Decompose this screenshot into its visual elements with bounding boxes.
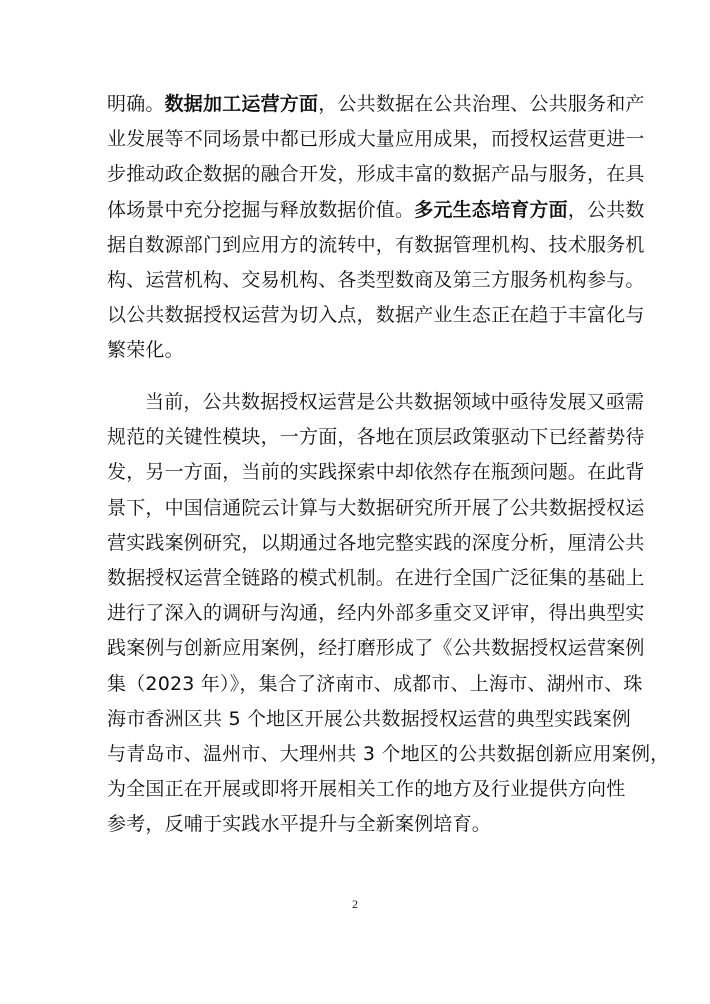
paragraph-line (107, 157, 645, 192)
paragraph-line (107, 702, 631, 737)
paragraph-line (107, 228, 645, 263)
paragraph-line (107, 772, 626, 807)
text-run: 与青岛市、温州市、大理州共 3 个地区的公共数据创新应用案例， (107, 742, 670, 765)
page-number: 2 (352, 897, 358, 911)
text-run: 体场景中充分挖掘与释放数据价值。 (107, 198, 415, 221)
paragraph-line (107, 596, 645, 631)
bold-heading-ecosystem: 多元生态培育方面 (414, 198, 568, 221)
text-run: 规范的关键性模块，一方面，各地在顶层政策驱动下已经蓄势待 (107, 426, 645, 449)
text-run: 以公共数据授权运营为切入点，数据产业生态正在趋于丰富化与 (107, 304, 645, 327)
text-run: 构、运营机构、交易机构、各类型数商及第三方服务机构参与。 (107, 268, 645, 291)
text-run: 集（2023 年）》，集合了济南市、成都市、上海市、湖州市、珠 (107, 672, 643, 695)
paragraph-line (107, 193, 645, 228)
paragraph-line (107, 87, 645, 122)
paragraph-line (107, 526, 645, 561)
paragraph-line (107, 667, 643, 702)
paragraph-line (107, 122, 645, 157)
text-run: 数据授权运营全链路的模式机制。在进行全国广泛征集的基础上 (107, 566, 645, 589)
paragraph-line (107, 491, 645, 526)
paragraph-line (107, 631, 645, 666)
paragraph-line (107, 333, 607, 368)
paragraph-line (107, 385, 645, 420)
paragraph-line (107, 420, 645, 455)
paragraph-line (107, 455, 645, 490)
text-run: 据自数源部门到应用方的流转中，有数据管理机构、技术服务机 (107, 233, 645, 256)
paragraph-line (107, 737, 670, 772)
paragraph-current-status (107, 385, 670, 842)
text-run: 进行了深入的调研与沟通，经内外部多重交叉评审，得出典型实 (107, 602, 645, 625)
text-run: 为全国正在开展或即将开展相关工作的地方及行业提供方向性 (107, 778, 626, 801)
text-run: 营实践案例研究，以期通过各地完整实践的深度分析，厘清公共 (107, 531, 645, 554)
text-run: 参考，反哺于实践水平提升与全新案例培育。 (107, 813, 492, 836)
text-run: ，公共数 (567, 198, 645, 221)
text-run: 业发展等不同场景中都已形成大量应用成果，而授权运营更进一 (107, 128, 645, 151)
text-run: 践案例与创新应用案例，经打磨形成了《公共数据授权运营案例 (107, 637, 645, 660)
text-run: 步推动政企数据的融合开发，形成丰富的数据产品与服务，在具 (107, 163, 645, 186)
text-run: 明确。 (107, 93, 165, 115)
paragraph-data-operations-and-ecosystem (107, 87, 645, 369)
text-run: ，公共数据在公共治理、公共服务和产 (318, 93, 645, 115)
bold-heading-data-processing: 数据加工运营方面 (164, 93, 319, 115)
paragraph-line (107, 263, 645, 298)
text-run: 当前，公共数据授权运营是公共数据领域中亟待发展又亟需 (145, 391, 645, 413)
paragraph-line (107, 298, 645, 333)
text-run: 繁荣化。 (107, 339, 184, 362)
text-run: 发，另一方面，当前的实践探索中却依然存在瓶颈问题。在此背 (107, 461, 645, 484)
paragraph-line (107, 807, 607, 842)
text-run: 海市香洲区共 5 个地区开展公共数据授权运营的典型实践案例 (107, 707, 631, 730)
paragraph-line (107, 561, 645, 596)
text-run: 景下，中国信通院云计算与大数据研究所开展了公共数据授权运 (107, 496, 645, 519)
